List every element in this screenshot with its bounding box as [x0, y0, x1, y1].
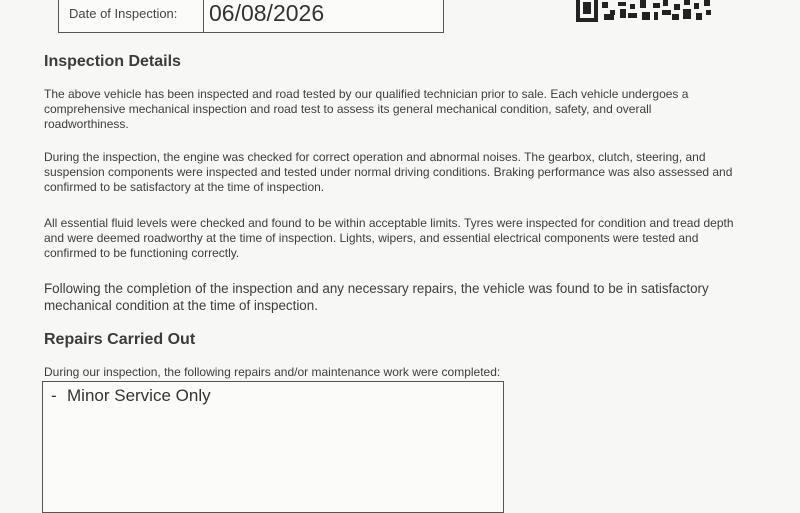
repairs-heading: Repairs Carried Out	[44, 331, 196, 348]
date-value: 06/08/2026	[209, 0, 325, 26]
details-paragraph-3: All essential fluid levels were checked and found to be within acceptable limits. Tyres were inspected for condition and tread depth and were deemed roadworthy at the time of inspection. Lights, wipers, and essential electrical components were tested and confirmed to be functioning correctly.	[44, 216, 734, 260]
repairs-list-box	[42, 381, 504, 513]
inspection-date-box	[58, 0, 444, 33]
details-paragraph-1: The above vehicle has been inspected and road tested by our qualified technician prior to sale. Each vehicle undergoes a comprehensive mechanical inspection and road test to assess its general mechanical condition, safety, and overall roadworthiness.	[44, 87, 689, 131]
repair-list-item	[51, 386, 211, 406]
inspection-details-heading: Inspection Details	[44, 53, 181, 70]
date-label: Date of Inspection:	[59, 0, 204, 32]
repairs-intro: During our inspection, the following repairs and/or maintenance work were completed:	[44, 365, 501, 379]
details-paragraph-4: Following the completion of the inspection and any necessary repairs, the vehicle was found to be in satisfactory mechanical condition at the time of inspection.	[44, 281, 709, 313]
repair-item-text: Minor Service Only	[67, 386, 211, 405]
repair-bullet: -	[51, 386, 57, 405]
qr-code-icon	[576, 0, 712, 22]
details-paragraph-2: During the inspection, the engine was checked for correct operation and abnormal noises. The gearbox, clutch, steering, and suspension components were inspected and tested under normal driving conditions. Braking performance was also assessed and confirmed to be satisfactory at the time of inspection.	[44, 150, 733, 194]
